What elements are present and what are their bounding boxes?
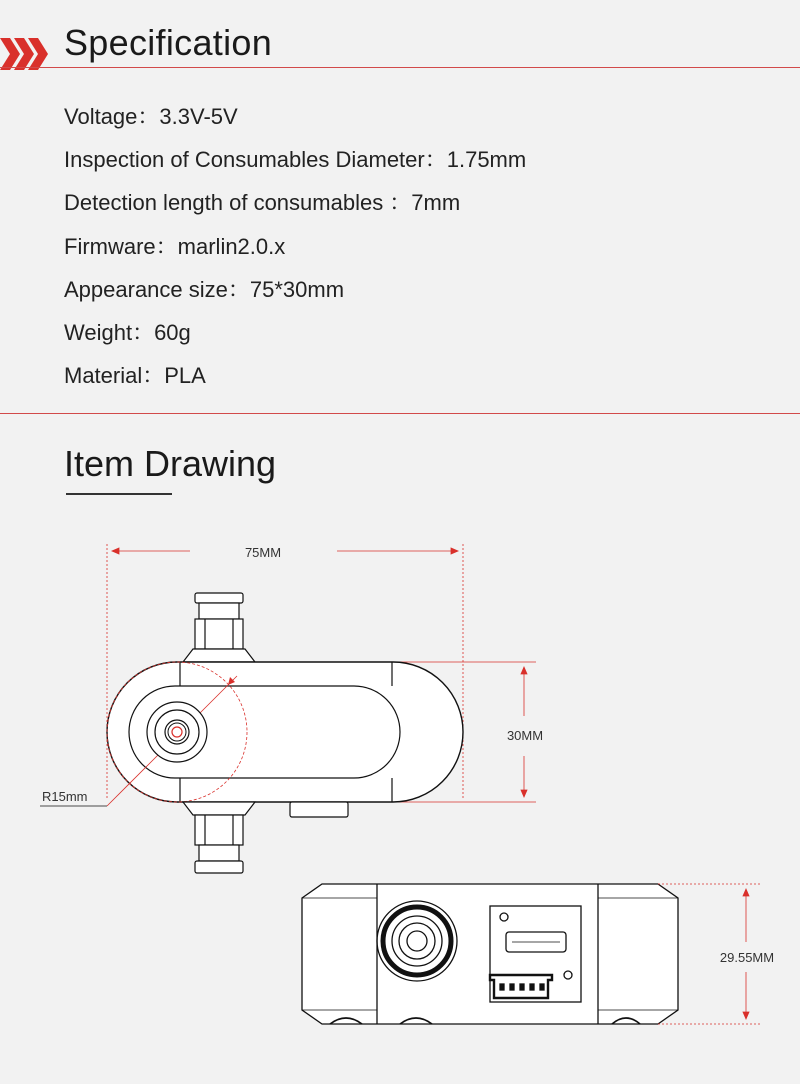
bottom-tab (290, 802, 348, 817)
spec-list (64, 98, 526, 400)
bottom-fitting (183, 802, 255, 873)
top-view (40, 544, 543, 873)
depth-dimension-label: 29.55MM (719, 950, 775, 965)
width-dimension-label: 75MM (244, 545, 282, 560)
spec-item-diameter: Inspection of Consumables Diameter：1.75mm (64, 147, 527, 173)
item-drawing-underline (66, 493, 172, 495)
side-view (302, 884, 760, 1024)
item-drawing (0, 520, 800, 1080)
inlet-hub (147, 702, 207, 762)
spec-item-material: Material：PLA (64, 363, 206, 389)
spec-item-voltage: Voltage：3.3V-5V (64, 104, 238, 129)
spec-item-firmware: Firmware：marlin2.0.x (64, 233, 286, 259)
spec-item-weight: Weight：60g (64, 319, 191, 345)
specification-title: Specification (64, 22, 273, 63)
specification-divider (0, 67, 800, 68)
specification-header (0, 18, 800, 70)
section-divider (0, 413, 800, 414)
height-dimension-label: 30MM (506, 728, 544, 743)
radius-label: R15mm (42, 789, 88, 804)
spec-item-appearance-size: Appearance size：75*30mm (64, 276, 345, 302)
spec-item-detection-length: Detection length of consumables ：7mm (64, 190, 461, 216)
top-fitting (183, 593, 255, 662)
item-drawing-title: Item Drawing (64, 443, 277, 484)
